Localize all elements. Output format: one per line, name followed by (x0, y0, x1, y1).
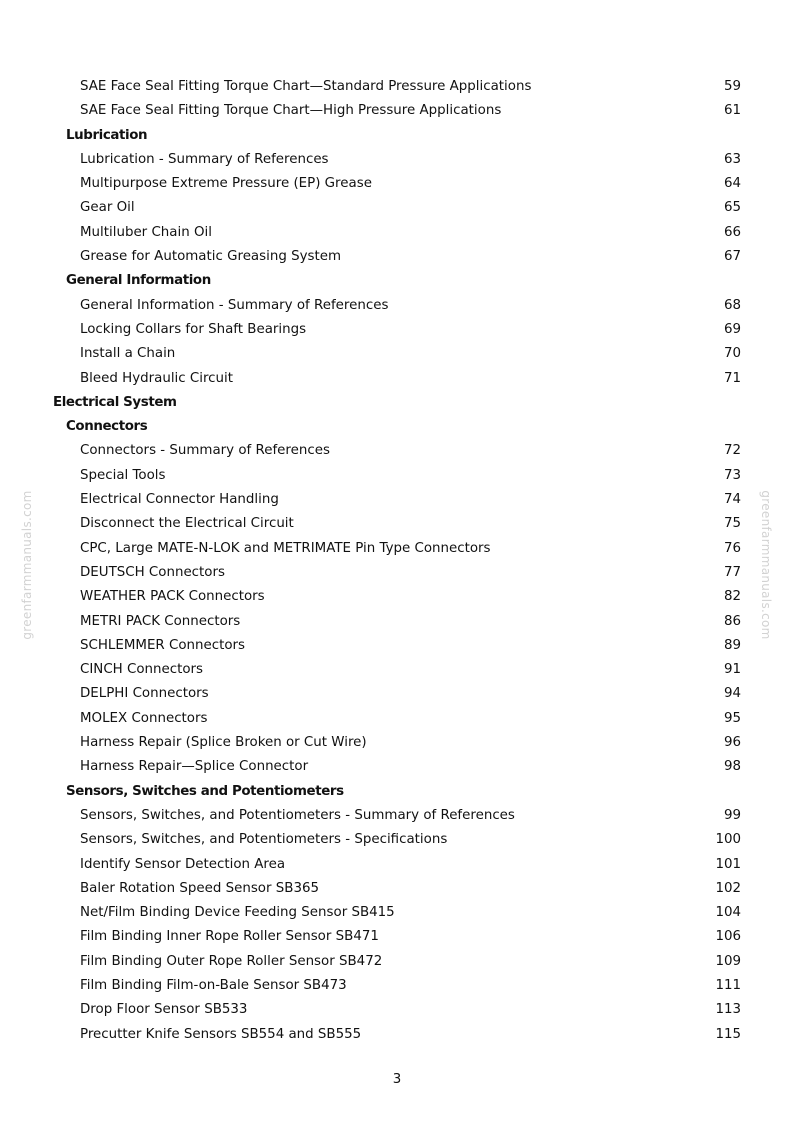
toc-entry-title: CPC, Large MATE-N-LOK and METRIMATE Pin Type Connectors (80, 540, 491, 556)
toc-entry-title: SAE Face Seal Fitting Torque Chart—Standard Pressure Applications (80, 79, 532, 94)
toc-entry-title: Sensors, Switches, and Potentiometers - Specifications (80, 832, 448, 848)
toc-entry-page-number: 86 (723, 613, 741, 629)
toc-entry[interactable] (0, 196, 794, 220)
table-of-contents (0, 75, 794, 1047)
toc-entry-title: Multipurpose Extreme Pressure (EP) Grease (80, 176, 372, 192)
toc-entry-title: Grease for Automatic Greasing System (80, 249, 342, 265)
toc-entry[interactable] (0, 464, 794, 488)
toc-entry-title: Sensors, Switches and Potentiometers (66, 783, 344, 799)
toc-entry-page-number: 61 (723, 103, 741, 119)
toc-entry-page-number: 104 (715, 905, 741, 921)
toc-entry-title: DELPHI Connectors (80, 686, 209, 702)
toc-entry-title: Sensors, Switches, and Potentiometers - Summary of References (80, 807, 515, 823)
toc-entry[interactable] (0, 75, 794, 99)
watermark-left: greenfarmmanuals.com (20, 490, 34, 640)
toc-entry-title: METRI PACK Connectors (80, 613, 241, 629)
toc-entry-page-number: 89 (723, 637, 741, 653)
toc-entry-page-number: 115 (715, 1026, 741, 1042)
toc-entry-title: Lubrication - Summary of References (80, 151, 329, 167)
toc-entry[interactable] (0, 488, 794, 512)
toc-entry[interactable] (0, 148, 794, 172)
toc-entry-page-number: 71 (723, 370, 741, 386)
toc-entry-page-number: 91 (723, 662, 741, 678)
watermark-right: greenfarmmanuals.com (759, 490, 773, 640)
toc-entry-title: Gear Oil (80, 200, 135, 216)
toc-entry-title: Harness Repair—Splice Connector (80, 759, 309, 775)
toc-entry-title: Bleed Hydraulic Circuit (80, 370, 233, 386)
toc-entry-title: Identify Sensor Detection Area (80, 856, 286, 872)
toc-entry-title: Electrical Connector Handling (80, 492, 279, 508)
toc-entry[interactable] (0, 634, 794, 658)
toc-entry-page-number: 101 (715, 856, 741, 872)
toc-entry-page-number: 59 (723, 79, 741, 94)
toc-section-heading (0, 415, 794, 439)
toc-entry-page-number: 73 (723, 467, 741, 483)
toc-entry-page-number: 77 (723, 564, 741, 580)
toc-entry[interactable] (0, 682, 794, 706)
toc-section-heading (0, 780, 794, 804)
toc-entry-page-number: 69 (723, 321, 741, 337)
toc-entry-page-number: 96 (723, 735, 741, 751)
toc-entry-page-number: 95 (723, 710, 741, 726)
toc-entry[interactable] (0, 537, 794, 561)
toc-entry[interactable] (0, 974, 794, 998)
toc-entry-title: Harness Repair (Splice Broken or Cut Wire) (80, 735, 367, 751)
toc-entry[interactable] (0, 950, 794, 974)
toc-entry-title: Disconnect the Electrical Circuit (80, 516, 294, 532)
toc-entry-page-number: 74 (723, 492, 741, 508)
toc-entry-page-number: 98 (723, 759, 741, 775)
toc-entry[interactable] (0, 439, 794, 463)
toc-entry-title: Drop Floor Sensor SB533 (80, 1002, 248, 1018)
toc-entry[interactable] (0, 221, 794, 245)
toc-entry-title: Film Binding Film-on-Bale Sensor SB473 (80, 977, 347, 993)
toc-entry-page-number: 99 (723, 807, 741, 823)
toc-entry[interactable] (0, 755, 794, 779)
toc-entry-page-number: 111 (715, 977, 741, 993)
toc-entry[interactable] (0, 658, 794, 682)
toc-entry-page-number: 94 (723, 686, 741, 702)
toc-entry-title: CINCH Connectors (80, 662, 204, 678)
toc-entry-page-number: 66 (723, 224, 741, 240)
toc-entry-title: Install a Chain (80, 346, 176, 362)
toc-entry-title: SAE Face Seal Fitting Torque Chart—High Pressure Applications (80, 103, 502, 119)
toc-entry-title: WEATHER PACK Connectors (80, 589, 265, 605)
toc-entry-page-number: 63 (723, 151, 741, 167)
toc-entry-page-number: 64 (723, 176, 741, 192)
toc-entry[interactable] (0, 853, 794, 877)
page-number: 3 (392, 1072, 402, 1087)
toc-entry[interactable] (0, 731, 794, 755)
toc-entry-title: Precutter Knife Sensors SB554 and SB555 (80, 1026, 362, 1042)
toc-entry[interactable] (0, 804, 794, 828)
toc-entry-title: General Information - Summary of References (80, 297, 389, 313)
toc-entry-page-number: 102 (715, 880, 741, 896)
toc-entry-page-number: 68 (723, 297, 741, 313)
toc-entry-page-number: 75 (723, 516, 741, 532)
toc-section-heading (0, 269, 794, 293)
toc-entry[interactable] (0, 877, 794, 901)
toc-entry-page-number: 113 (715, 1002, 741, 1018)
toc-entry[interactable] (0, 342, 794, 366)
toc-entry-page-number: 106 (715, 929, 741, 945)
toc-entry-title: General Information (66, 273, 211, 289)
toc-entry[interactable] (0, 585, 794, 609)
toc-entry[interactable] (0, 318, 794, 342)
toc-entry[interactable] (0, 610, 794, 634)
toc-section-heading (0, 124, 794, 148)
toc-entry-title: Connectors (66, 419, 148, 435)
toc-entry-title: DEUTSCH Connectors (80, 564, 225, 580)
toc-entry[interactable] (0, 707, 794, 731)
toc-entry-page-number: 109 (715, 953, 741, 969)
toc-entry[interactable] (0, 925, 794, 949)
toc-entry[interactable] (0, 828, 794, 852)
toc-entry-page-number: 82 (723, 589, 741, 605)
toc-entry-page-number: 65 (723, 200, 741, 216)
toc-entry-title: Lubrication (66, 127, 148, 143)
toc-entry-title: Multiluber Chain Oil (80, 224, 212, 240)
toc-entry-title: Connectors - Summary of References (80, 443, 330, 459)
toc-entry[interactable] (0, 512, 794, 536)
toc-entry-page-number: 72 (723, 443, 741, 459)
toc-entry-page-number: 76 (723, 540, 741, 556)
toc-entry[interactable] (0, 998, 794, 1022)
toc-entry-title: Special Tools (80, 467, 166, 483)
toc-chapter-heading (0, 391, 794, 415)
toc-entry-title: Baler Rotation Speed Sensor SB365 (80, 880, 320, 896)
toc-entry-title: Electrical System (53, 394, 177, 410)
toc-entry[interactable] (0, 245, 794, 269)
toc-entry[interactable] (0, 901, 794, 925)
toc-entry-title: Film Binding Inner Rope Roller Sensor SB471 (80, 929, 379, 945)
toc-entry[interactable] (0, 561, 794, 585)
toc-entry-title: Net/Film Binding Device Feeding Sensor SB415 (80, 905, 395, 921)
toc-entry-page-number: 100 (715, 832, 741, 848)
toc-entry-page-number: 70 (723, 346, 741, 362)
toc-entry-title: Film Binding Outer Rope Roller Sensor SB472 (80, 953, 383, 969)
toc-entry[interactable] (0, 367, 794, 391)
toc-entry-title: MOLEX Connectors (80, 710, 208, 726)
toc-entry[interactable] (0, 294, 794, 318)
toc-entry[interactable] (0, 172, 794, 196)
toc-entry-page-number: 67 (723, 249, 741, 265)
toc-entry[interactable] (0, 99, 794, 123)
toc-entry[interactable] (0, 1023, 794, 1047)
toc-entry-title: Locking Collars for Shaft Bearings (80, 321, 307, 337)
toc-entry-title: SCHLEMMER Connectors (80, 637, 246, 653)
